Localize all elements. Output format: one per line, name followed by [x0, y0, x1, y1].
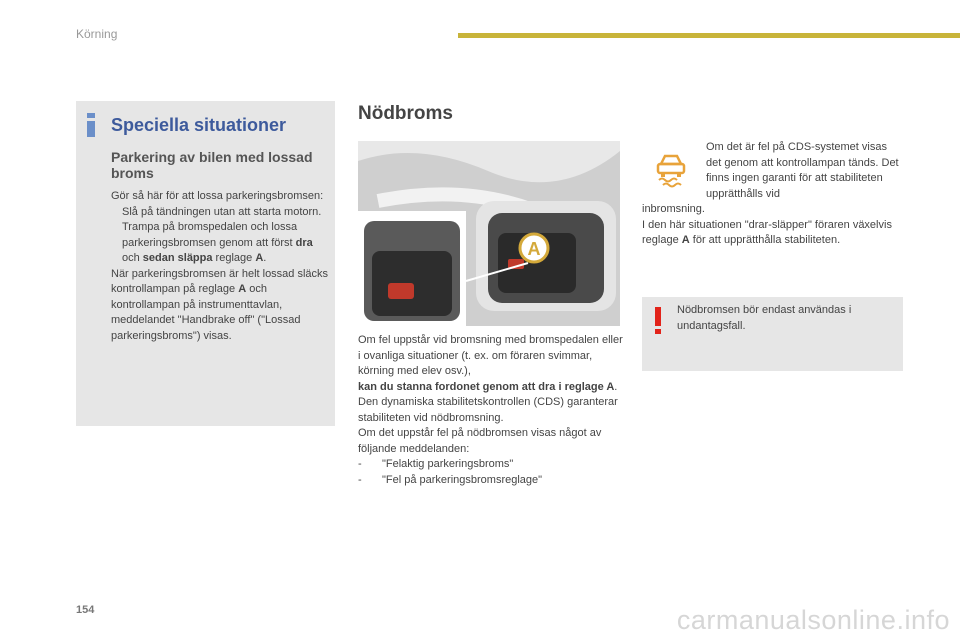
info-title: Speciella situationer — [111, 115, 287, 135]
page-number: 154 — [76, 604, 95, 616]
info-intro: Gör så här för att lossa parkeringsbromsen: — [111, 190, 324, 202]
list-item: - "Fel på parkeringsbromsreglage" — [358, 473, 543, 486]
list-item: Slå på tändningen utan att starta motorn. — [122, 205, 322, 218]
info-body — [111, 189, 329, 344]
main-body: Om fel uppstår vid bromsning med bromspedalen eller i ovanliga situationer (t. ex. om föraren svimmar, körning med elev osv.), kan du stanna fordonet genom att dra i reglage A. Den dynamiska stabilitetskontrollen (CDS) garanterar stabiliteten vid nödbromsning. Om det uppstår fel på nödbromsen visas något av följande meddelanden: - "Felaktig parkeringsbroms" - "Fel på parkeringsbromsreglage" — [358, 333, 628, 488]
warning-text: Nödbromsen bör endast användas i undantagsfall. — [677, 304, 852, 332]
stability-warning-icon — [651, 150, 691, 190]
info-icon — [85, 113, 97, 137]
photo-callout-label: A — [527, 239, 541, 259]
header-accent-bar — [458, 33, 960, 38]
info-subtitle: Parkering av bilen med lossad broms — [111, 149, 313, 181]
info-box — [76, 101, 335, 426]
page-title: Nödbroms — [358, 103, 453, 124]
exclamation-icon — [654, 307, 662, 337]
cds-text: Om det är fel på CDS-systemet visas det genom att kontrollampan tänds. Det finns ingen garanti för att stabiliteten upprätthålls vid inbromsning. I den här situationen "drar-släpper" föraren växelvis reglage A för att upprätthålla stabiliteten. — [642, 141, 899, 246]
watermark: carmanualsonline.info — [676, 605, 950, 635]
list-item: Trampa på bromspedalen och lossa parkeringsbromsen genom att först dra och sedan släppa reglage A. — [122, 221, 313, 264]
list-item: - "Felaktig parkeringsbroms" — [358, 458, 514, 470]
warning-box — [642, 297, 903, 371]
brake-control-photo — [358, 141, 620, 326]
info-paragraph: När parkeringsbromsen är helt lossad släcks kontrollampan på reglage A och kontrollampan på instrumenttavlan, meddelandet "Handbrake off" ("Lossad parkeringsbroms") visas. — [111, 267, 329, 342]
section-label: Körning — [76, 27, 118, 41]
